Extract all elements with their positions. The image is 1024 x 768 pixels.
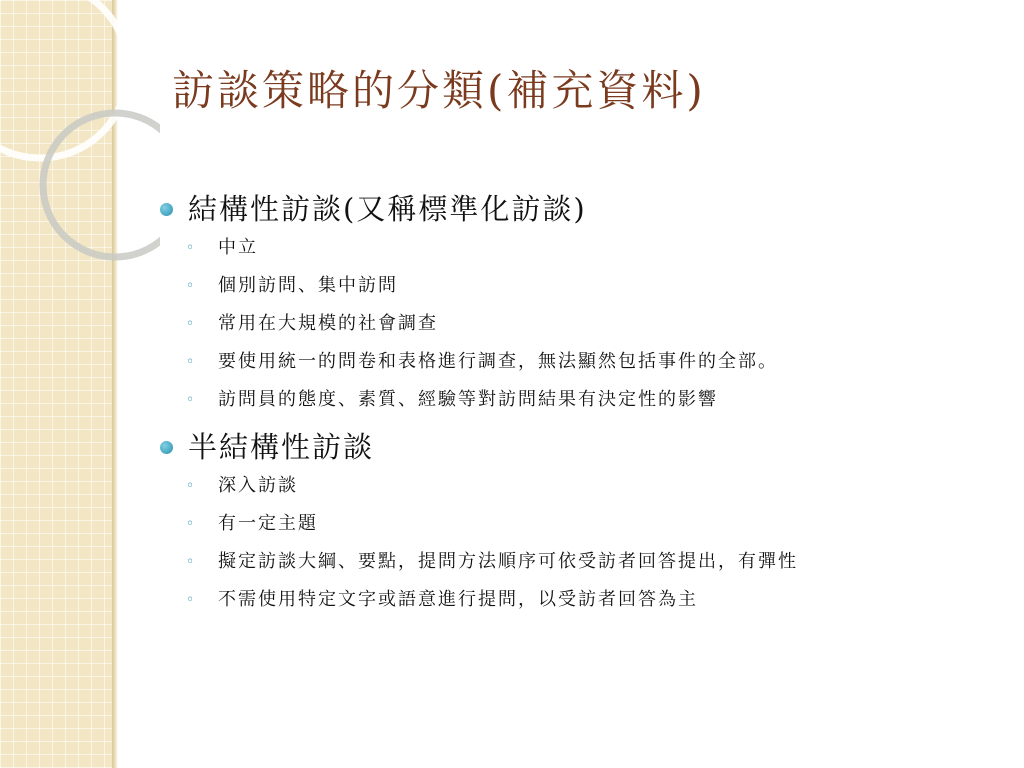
section-heading-semi-structured — [158, 426, 978, 468]
list-item-text: 不需使用特定文字或語意進行提問，以受訪者回答為主 — [218, 589, 698, 610]
decorative-circles — [0, 0, 160, 300]
slide-content — [158, 188, 978, 626]
list-item-text: 深入訪談 — [218, 475, 298, 496]
list-item-text: 擬定訪談大綱、要點，提問方法順序可依受訪者回答提出，有彈性 — [218, 551, 798, 572]
section-heading-text: 半結構性訪談 — [188, 430, 375, 464]
list-item — [158, 512, 958, 536]
semi-structured-items-list — [158, 474, 978, 612]
list-item — [158, 274, 958, 298]
list-item — [158, 350, 958, 374]
section-heading-text: 結構性訪談(又稱標準化訪談) — [188, 192, 587, 226]
sub-bullet-icon: ◦ — [186, 278, 197, 294]
list-item-text: 訪問員的態度、素質、經驗等對訪問結果有決定性的影響 — [218, 389, 718, 410]
section-heading-structured — [158, 188, 978, 230]
list-item — [158, 312, 958, 336]
list-item — [158, 388, 958, 412]
list-item-text: 有一定主題 — [218, 513, 318, 534]
sub-bullet-icon: ◦ — [186, 316, 197, 332]
list-item — [158, 236, 958, 260]
structured-items-list — [158, 236, 978, 412]
list-item-text: 中立 — [218, 237, 258, 258]
sub-bullet-icon: ◦ — [186, 554, 197, 570]
bullet-icon — [160, 441, 173, 454]
list-item — [158, 588, 958, 612]
list-item-text: 常用在大規模的社會調查 — [218, 313, 438, 334]
list-item — [158, 474, 958, 498]
list-item — [158, 550, 958, 574]
sub-bullet-icon: ◦ — [186, 516, 197, 532]
list-item-text: 個別訪問、集中訪問 — [218, 275, 398, 296]
sub-bullet-icon: ◦ — [186, 354, 197, 370]
sub-bullet-icon: ◦ — [186, 478, 197, 494]
sub-bullet-icon: ◦ — [186, 392, 197, 408]
bullet-icon — [160, 203, 173, 216]
slide-title: 訪談策略的分類(補充資料) — [172, 66, 706, 115]
sub-bullet-icon: ◦ — [186, 240, 197, 256]
sub-bullet-icon: ◦ — [186, 592, 197, 608]
list-item-text: 要使用統一的問卷和表格進行調查，無法顯然包括事件的全部。 — [218, 351, 778, 372]
